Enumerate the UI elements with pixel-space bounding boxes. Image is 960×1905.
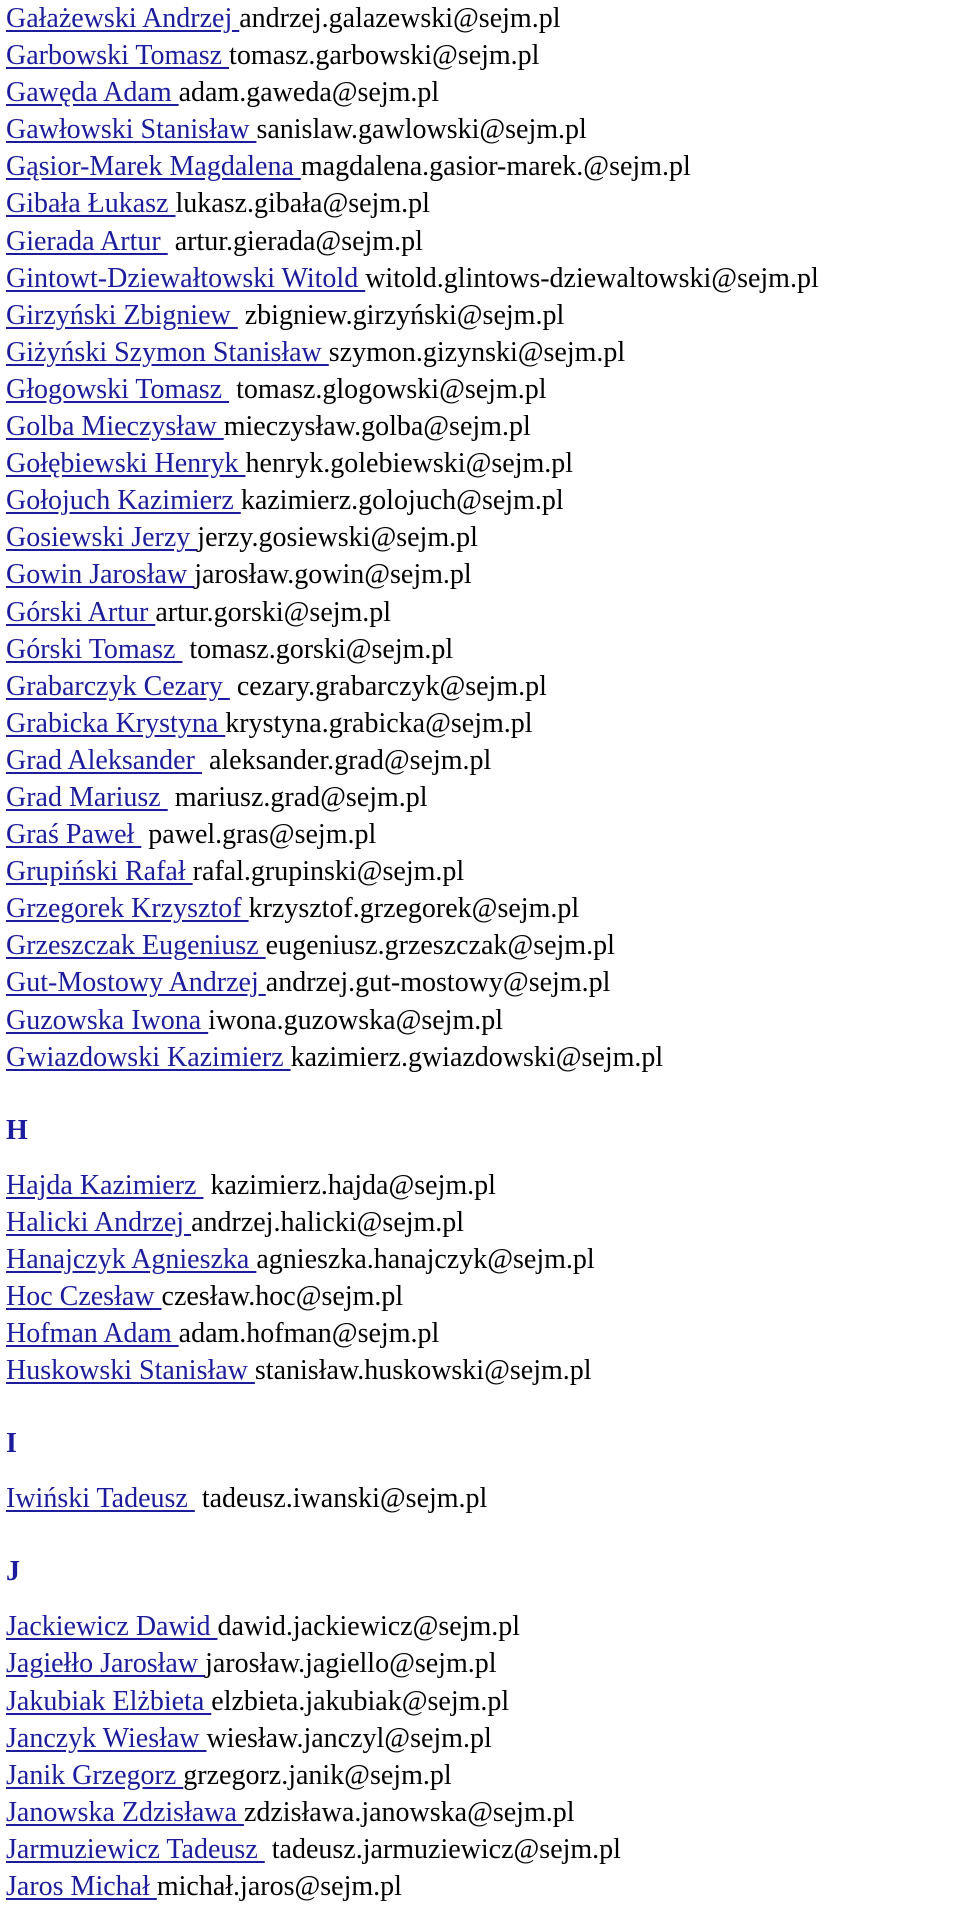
email-address: eugeniusz.grzeszczak@sejm.pl (265, 930, 615, 962)
person-name-link[interactable]: Janowska Zdzisława (6, 1796, 244, 1828)
directory-entry (6, 1757, 960, 1794)
email-address: andrzej.galazewski@sejm.pl (239, 3, 561, 34)
email-address: jarosław.jagiello@sejm.pl (205, 1648, 497, 1680)
email-address: tomasz.garbowski@sejm.pl (229, 40, 540, 72)
section-i (6, 1426, 960, 1517)
email-address: mieczysław.golba@sejm.pl (223, 411, 531, 443)
person-name-link[interactable]: Guzowska Iwona (6, 1004, 209, 1036)
email-address: artur.gorski@sejm.pl (155, 596, 392, 628)
email-address: szymon.gizynski@sejm.pl (328, 336, 626, 368)
email-address: tadeusz.iwanski@sejm.pl (194, 1483, 488, 1515)
email-address: rafal.grupinski@sejm.pl (192, 856, 465, 888)
person-name-link[interactable]: Gołębiewski Henryk (6, 448, 246, 480)
directory-entry (6, 1039, 960, 1076)
person-name-link[interactable]: Gawęda Adam (6, 77, 179, 109)
directory-entry (6, 482, 960, 519)
person-name-link[interactable]: Gołojuch Kazimierz (6, 485, 241, 517)
directory-entry (6, 1241, 960, 1278)
directory-entry (6, 927, 960, 964)
directory-entry (6, 1608, 960, 1645)
person-name-link[interactable]: Grzeszczak Eugeniusz (6, 930, 266, 962)
email-address: adam.hofman@sejm.pl (178, 1318, 440, 1350)
section-g (6, 0, 960, 1076)
directory-entry (6, 556, 960, 593)
email-address: pawel.gras@sejm.pl (141, 819, 377, 851)
directory-entry (6, 1167, 960, 1204)
email-address: kazimierz.hajda@sejm.pl (203, 1169, 496, 1201)
email-address: stanisław.huskowski@sejm.pl (254, 1355, 592, 1387)
email-address: krystyna.grabicka@sejm.pl (225, 707, 533, 739)
person-name-link[interactable]: Gut-Mostowy Andrzej (6, 967, 266, 999)
person-name-link[interactable]: Girzyński Zbigniew (6, 299, 238, 331)
email-address: aleksander.grad@sejm.pl (201, 744, 492, 776)
directory-entry (6, 779, 960, 816)
person-name-link[interactable]: Jarmuziewicz Tadeusz (6, 1833, 265, 1865)
directory-entry (6, 1204, 960, 1241)
directory-entry (6, 185, 960, 222)
email-address: jerzy.gosiewski@sejm.pl (197, 522, 478, 554)
email-address: adam.gaweda@sejm.pl (178, 77, 440, 109)
email-address: andrzej.halicki@sejm.pl (191, 1206, 465, 1238)
email-address: magdalena.gasior-marek.@sejm.pl (300, 151, 691, 183)
directory-entry (6, 668, 960, 705)
email-address: elzbieta.jakubiak@sejm.pl (211, 1685, 510, 1717)
person-name-link[interactable]: Gowin Jarosław (6, 559, 195, 591)
directory-entry (6, 816, 960, 853)
directory-entry (6, 1683, 960, 1720)
directory-entry (6, 1868, 960, 1905)
directory-entry (6, 1831, 960, 1868)
email-address: cezary.grabarczyk@sejm.pl (229, 670, 547, 702)
person-name-link[interactable]: Jagiełło Jarosław (6, 1648, 206, 1680)
email-address: jarosław.gowin@sejm.pl (194, 559, 472, 591)
person-name-link[interactable]: Grabicka Krystyna (6, 707, 226, 739)
email-address: michał.jaros@sejm.pl (156, 1871, 402, 1903)
directory-entry (6, 705, 960, 742)
person-name-link[interactable]: Jackiewicz Dawid (6, 1611, 218, 1643)
email-address: krzysztof.grzegorek@sejm.pl (248, 893, 580, 925)
section-j (6, 1554, 960, 1905)
directory-entry (6, 742, 960, 779)
person-name-link[interactable]: Gwiazdowski Kazimierz (6, 1041, 291, 1073)
person-name-link[interactable]: Hajda Kazimierz (6, 1169, 204, 1201)
person-name-link[interactable]: Garbowski Tomasz (6, 40, 230, 72)
email-address: iwona.guzowska@sejm.pl (208, 1004, 504, 1036)
email-address: tomasz.glogowski@sejm.pl (229, 373, 547, 405)
person-name-link[interactable]: Iwiński Tadeusz (6, 1483, 195, 1515)
person-name-link[interactable]: Golba Mieczysław (6, 411, 224, 443)
email-address: lukasz.gibała@sejm.pl (175, 188, 430, 220)
directory-entry (6, 1315, 960, 1352)
section-letter-heading: I (6, 1428, 17, 1460)
directory-entry (6, 445, 960, 482)
person-name-link[interactable]: Grupiński Rafał (6, 856, 193, 888)
email-address: sanislaw.gawlowski@sejm.pl (256, 114, 587, 146)
directory-entry (6, 371, 960, 408)
directory-entry (6, 408, 960, 445)
person-name-link[interactable]: Głogowski Tomasz (6, 373, 230, 405)
email-address: henryk.golebiewski@sejm.pl (245, 448, 574, 480)
directory-entry (6, 148, 960, 185)
person-name-link[interactable]: Janik Grzegorz (6, 1759, 184, 1791)
email-address: czesław.hoc@sejm.pl (161, 1281, 404, 1312)
person-name-link[interactable]: Gąsior-Marek Magdalena (6, 151, 301, 183)
person-name-link[interactable]: Hanajczyk Agnieszka (6, 1243, 257, 1275)
email-address: artur.gierada@sejm.pl (167, 225, 423, 257)
person-name-link[interactable]: Gawłowski Stanisław (6, 114, 257, 146)
directory-entry (6, 890, 960, 927)
directory-entry (6, 519, 960, 556)
directory-entry (6, 631, 960, 668)
directory-entry (6, 853, 960, 890)
directory-entry (6, 1278, 960, 1315)
email-address: agnieszka.hanajczyk@sejm.pl (256, 1243, 595, 1275)
directory-entry (6, 964, 960, 1001)
person-name-link[interactable]: Hoc Czesław (6, 1281, 162, 1312)
directory-entry (6, 74, 960, 111)
person-name-link[interactable]: Grzegorek Krzysztof (6, 893, 249, 925)
email-address: andrzej.gut-mostowy@sejm.pl (265, 967, 611, 999)
directory-entry (6, 594, 960, 631)
person-name-link[interactable]: Gibała Łukasz (6, 188, 176, 220)
directory-entry (6, 1794, 960, 1831)
section-letter-heading: H (6, 1114, 28, 1146)
directory-entry (6, 1645, 960, 1682)
person-name-link[interactable]: Górski Artur (6, 596, 156, 628)
email-address: grzegorz.janik@sejm.pl (183, 1759, 452, 1791)
person-name-link[interactable]: Gałażewski Andrzej (6, 3, 240, 34)
directory-entry (6, 1002, 960, 1039)
directory-entry (6, 1480, 960, 1517)
person-name-link[interactable]: Grad Aleksander (6, 744, 202, 776)
email-address: kazimierz.gwiazdowski@sejm.pl (290, 1041, 664, 1073)
directory-entry (6, 37, 960, 74)
email-address: tadeusz.jarmuziewicz@sejm.pl (264, 1833, 621, 1865)
email-address: kazimierz.golojuch@sejm.pl (240, 485, 564, 517)
directory-entry (6, 223, 960, 260)
person-name-link[interactable]: Jakubiak Elżbieta (6, 1685, 212, 1717)
person-name-link[interactable]: Halicki Andrzej (6, 1206, 192, 1238)
person-name-link[interactable]: Grad Mariusz (6, 781, 168, 813)
person-name-link[interactable]: Jaros Michał (6, 1871, 157, 1903)
email-address: zdzisława.janowska@sejm.pl (243, 1796, 575, 1828)
directory-entry (6, 1720, 960, 1757)
section-letter-heading: J (6, 1556, 20, 1588)
email-address: mariusz.grad@sejm.pl (167, 781, 428, 813)
email-address: dawid.jackiewicz@sejm.pl (217, 1611, 521, 1643)
directory-entry (6, 1352, 960, 1389)
person-name-link[interactable]: Giżyński Szymon Stanisław (6, 336, 329, 368)
person-name-link[interactable]: Hofman Adam (6, 1318, 179, 1350)
directory-entry (6, 0, 960, 37)
person-name-link[interactable]: Janczyk Wiesław (6, 1722, 207, 1754)
email-address: zbigniew.girzyński@sejm.pl (237, 299, 565, 331)
directory-entry (6, 260, 960, 297)
directory-entry (6, 297, 960, 334)
person-name-link[interactable]: Graś Paweł (6, 819, 142, 851)
email-address: tomasz.gorski@sejm.pl (182, 633, 454, 665)
person-name-link[interactable]: Gintowt-Dziewałtowski Witold (6, 262, 366, 294)
email-address: witold.glintows-dziewaltowski@sejm.pl (365, 262, 819, 294)
person-name-link[interactable]: Gosiewski Jerzy (6, 522, 198, 554)
person-name-link[interactable]: Grabarczyk Cezary (6, 670, 230, 702)
email-address: wiesław.janczyl@sejm.pl (206, 1722, 492, 1754)
person-name-link[interactable]: Górski Tomasz (6, 633, 183, 665)
directory-entry (6, 334, 960, 371)
section-h (6, 1113, 960, 1390)
person-name-link[interactable]: Huskowski Stanisław (6, 1355, 255, 1387)
directory-entry (6, 111, 960, 148)
person-name-link[interactable]: Gierada Artur (6, 225, 168, 257)
